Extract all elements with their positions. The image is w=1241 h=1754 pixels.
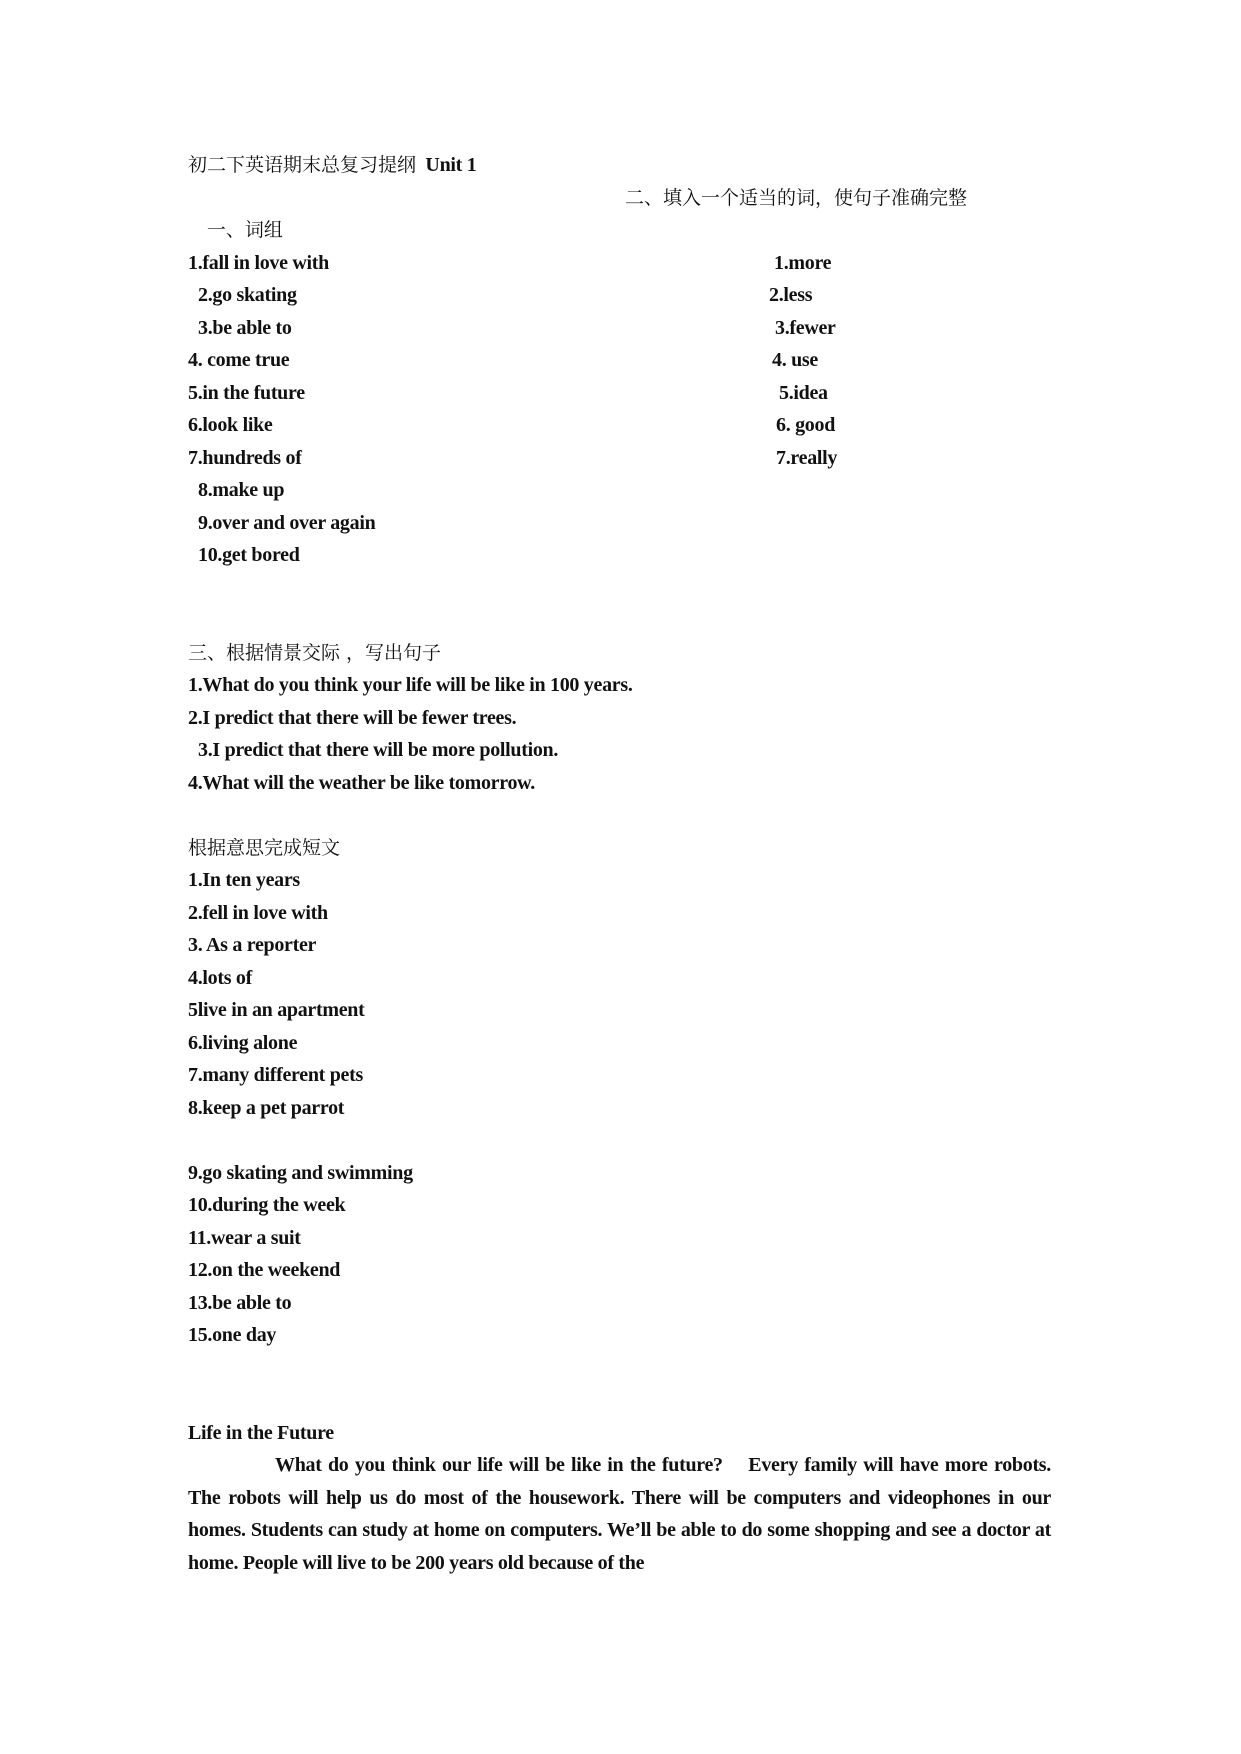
reading-title: Life in the Future — [188, 1421, 334, 1444]
passage-item: 5live in an apartment — [188, 999, 365, 1021]
phrase-item: 10.get bored — [198, 544, 300, 566]
reading-text: What do you think our life will be like in the future? Every family will have more robots. The robots will help us do most of the housework. There will be computers and videophones in our homes. Students can study at home on computers. We’ll be able to do some shopping and see a doctor at home. People will live to be 200 years old because of the — [188, 1454, 1056, 1574]
phrase-item: 1.fall in love with — [188, 251, 329, 274]
answer-item: 4. use — [772, 349, 818, 371]
sentence-item: 3.I predict that there will be more pollution. — [198, 739, 559, 761]
section4-heading: 根据意思完成短文 — [188, 836, 341, 859]
phrase-item: 5.in the future — [188, 381, 305, 404]
answer-item: 7.really — [776, 446, 838, 469]
section3-heading: 三、根据情景交际 ，写出句子 — [188, 641, 442, 664]
document-title — [188, 149, 1051, 182]
passage-item: 4.lots of — [188, 966, 252, 989]
answer-item: 2.less — [769, 284, 813, 306]
sentence-item: 1.What do you think your life will be like in 100 years. — [188, 674, 633, 696]
answer-item: 5.idea — [779, 381, 828, 404]
phrase-item: 7.hundreds of — [188, 446, 302, 469]
reading-paragraph — [188, 1449, 1056, 1579]
passage-item: 1.In ten years — [188, 869, 300, 891]
sentence-item: 4.What will the weather be like tomorrow. — [188, 771, 535, 794]
section-headings — [188, 182, 1051, 241]
passage-item: 6.living alone — [188, 1031, 298, 1054]
passage-item: 8.keep a pet parrot — [188, 1096, 345, 1119]
phrase-item: 4. come true — [188, 349, 290, 371]
phrase-item: 2.go skating — [198, 284, 297, 306]
phrase-item: 8.make up — [198, 479, 285, 501]
answer-item: 3.fewer — [775, 316, 836, 339]
phrase-item: 6.look like — [188, 414, 273, 436]
answer-item: 1.more — [774, 251, 832, 274]
phrase-item: 9.over and over again — [198, 511, 376, 534]
phrase-item: 3.be able to — [198, 316, 292, 339]
passage-item: 11.wear a suit — [188, 1226, 301, 1249]
title-zh: 初二下英语期末总复习提纲 — [188, 154, 417, 176]
passage-item: 15.one day — [188, 1324, 277, 1346]
passage-item: 12.on the weekend — [188, 1259, 341, 1281]
passage-item: 7.many different pets — [188, 1064, 363, 1086]
passage-item: 9.go skating and swimming — [188, 1161, 413, 1184]
passage-item: 13.be able to — [188, 1291, 292, 1314]
section1-heading: 一、词组 — [206, 219, 283, 241]
passage-item: 3. As a reporter — [188, 934, 317, 956]
section2-heading: 二、填入一个适当的词，使句子准确完整 — [625, 186, 968, 209]
passage-item: 10.during the week — [188, 1194, 346, 1216]
passage-item: 2.fell in love with — [188, 901, 328, 924]
title-en: Unit 1 — [425, 154, 477, 176]
document-page — [188, 149, 1056, 1579]
sentence-item: 2.I predict that there will be fewer trees. — [188, 706, 517, 729]
answer-item: 6. good — [776, 414, 836, 436]
